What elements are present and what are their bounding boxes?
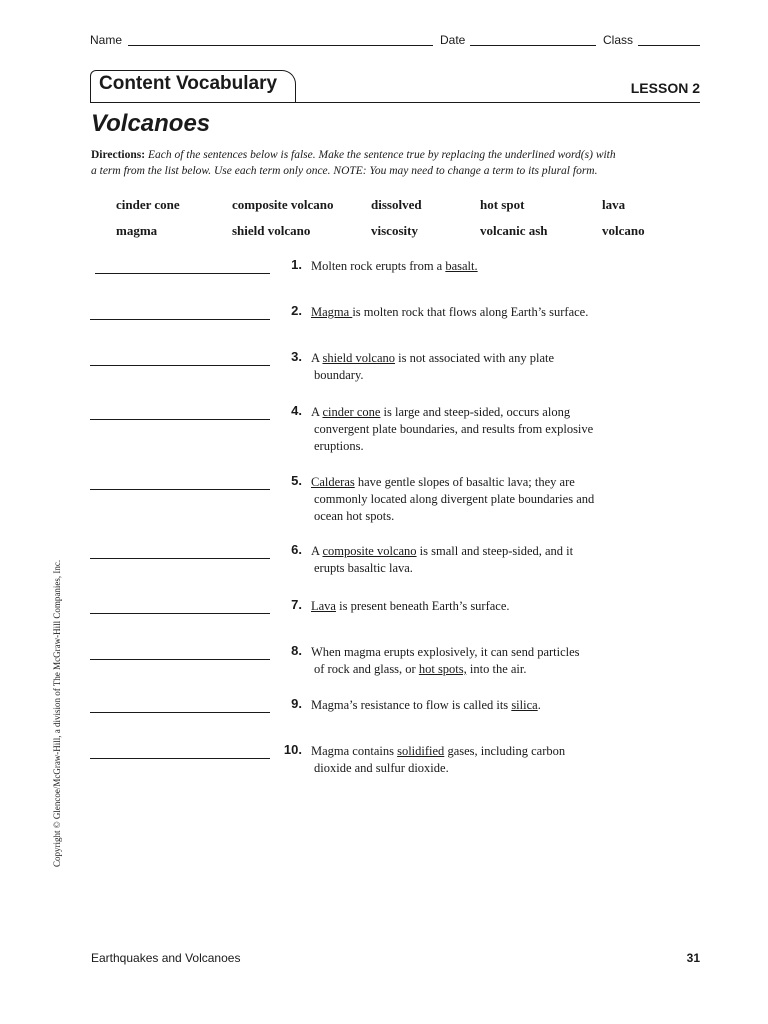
date-field[interactable] xyxy=(470,45,596,46)
question-number: 8. xyxy=(291,643,302,658)
question-text-start: When magma erupts explosively, it can send particles xyxy=(311,645,580,659)
question-text xyxy=(311,258,631,275)
directions xyxy=(91,148,651,179)
question-number: 7. xyxy=(291,597,302,612)
question-number: 3. xyxy=(291,349,302,364)
question-text xyxy=(311,697,631,714)
question-text-end: is small and steep-sided, and it xyxy=(416,544,574,558)
question-text-start: A xyxy=(311,544,323,558)
question-number: 1. xyxy=(291,257,302,272)
directions-label: Directions: xyxy=(91,149,146,161)
answer-blank[interactable] xyxy=(90,319,270,320)
underlined-term: cinder cone xyxy=(322,405,381,419)
section-rule xyxy=(90,102,700,103)
answer-blank[interactable] xyxy=(90,489,270,490)
term: volcanic ash xyxy=(480,223,548,238)
underlined-term: Lava xyxy=(311,599,336,613)
underlined-term: shield volcano xyxy=(322,351,396,365)
question-text xyxy=(311,644,631,678)
continuation-text: erupts basaltic lava. xyxy=(314,561,413,575)
name-label: Name xyxy=(90,33,123,47)
continuation-text: commonly located along divergent plate boundaries and xyxy=(314,492,595,506)
question-text-start: A xyxy=(311,405,323,419)
question-text-end: is molten rock that flows along Earth’s surface. xyxy=(352,305,589,319)
underlined-term: basalt. xyxy=(445,259,478,273)
directions-line1: Each of the sentences below is false. Make the sentence true by replacing the underlined word(s) with xyxy=(145,149,616,161)
question-text-end: is large and steep-sided, occurs along xyxy=(380,405,571,419)
question-text-start: Magma’s resistance to flow is called its xyxy=(311,698,512,712)
question-number: 6. xyxy=(291,542,302,557)
question-text xyxy=(311,598,631,615)
question-continuation xyxy=(311,438,631,455)
question-number: 10. xyxy=(283,742,302,757)
question-text-end: have gentle slopes of basaltic lava; they are xyxy=(354,475,575,489)
term: magma xyxy=(116,223,158,238)
term: dissolved xyxy=(371,197,422,212)
underlined-term: composite volcano xyxy=(322,544,417,558)
underlined-term: Calderas xyxy=(311,475,355,489)
term: composite volcano xyxy=(232,197,334,212)
question-text-end: is not associated with any plate xyxy=(395,351,555,365)
continuation-text: eruptions. xyxy=(314,439,364,453)
question-text-end: is present beneath Earth’s surface. xyxy=(335,599,510,613)
class-field[interactable] xyxy=(638,45,700,46)
question-text xyxy=(311,474,631,525)
term: hot spot xyxy=(480,197,525,212)
term: lava xyxy=(602,197,626,212)
question-text-end: gases, including carbon xyxy=(444,744,566,758)
answer-blank[interactable] xyxy=(90,712,270,713)
answer-blank[interactable] xyxy=(90,419,270,420)
question-text xyxy=(311,304,631,321)
underlined-term: hot spots, xyxy=(418,662,467,676)
section-tab xyxy=(90,70,296,102)
question-continuation xyxy=(311,367,631,384)
page-number: 31 xyxy=(686,951,700,965)
lesson-label: LESSON 2 xyxy=(630,80,700,96)
question-number: 4. xyxy=(291,403,302,418)
question-text-start: Molten rock erupts from a xyxy=(311,259,446,273)
question-number: 2. xyxy=(291,303,302,318)
question-text xyxy=(311,743,631,777)
underlined-term: silica xyxy=(511,698,538,712)
directions-line2: a term from the list below. Use each term only once. NOTE: You may need to change a term to its plural form. xyxy=(91,164,598,177)
question-text xyxy=(311,543,631,577)
continuation-text: of rock and glass, or xyxy=(314,662,419,676)
question-number: 9. xyxy=(291,696,302,711)
question-continuation xyxy=(311,661,631,678)
question-continuation xyxy=(311,760,631,777)
question-text xyxy=(311,404,631,455)
question-continuation xyxy=(311,491,631,508)
footer-title: Earthquakes and Volcanoes xyxy=(91,951,241,965)
section-title: Content Vocabulary xyxy=(99,73,278,94)
continuation-text: ocean hot spots. xyxy=(314,509,395,523)
question-text-end: . xyxy=(537,698,541,712)
question-number: 5. xyxy=(291,473,302,488)
page-title: Volcanoes xyxy=(91,110,211,137)
continuation-text: boundary. xyxy=(314,368,364,382)
question-text-start: A xyxy=(311,351,323,365)
answer-blank[interactable] xyxy=(90,613,270,614)
question-continuation xyxy=(311,560,631,577)
term: cinder cone xyxy=(116,197,180,212)
name-field[interactable] xyxy=(128,45,433,46)
underlined-term: solidified xyxy=(397,744,445,758)
continuation-text: into the air. xyxy=(466,662,527,676)
term: viscosity xyxy=(371,223,418,238)
question-text xyxy=(311,350,631,384)
class-label: Class xyxy=(603,33,634,47)
question-continuation xyxy=(311,508,631,525)
question-text-start: Magma contains xyxy=(311,744,398,758)
copyright-notice: Copyright © Glencoe/McGraw-Hill, a division of The McGraw-Hill Companies, Inc. xyxy=(52,559,62,867)
answer-blank[interactable] xyxy=(95,273,270,274)
answer-blank[interactable] xyxy=(90,758,270,759)
question-continuation xyxy=(311,421,631,438)
answer-blank[interactable] xyxy=(90,659,270,660)
continuation-text: convergent plate boundaries, and results from explosive xyxy=(314,422,594,436)
answer-blank[interactable] xyxy=(90,365,270,366)
continuation-text: dioxide and sulfur dioxide. xyxy=(314,761,449,775)
date-label: Date xyxy=(440,33,466,47)
term: shield volcano xyxy=(232,223,311,238)
term: volcano xyxy=(602,223,645,238)
answer-blank[interactable] xyxy=(90,558,270,559)
underlined-term: Magma xyxy=(311,305,353,319)
